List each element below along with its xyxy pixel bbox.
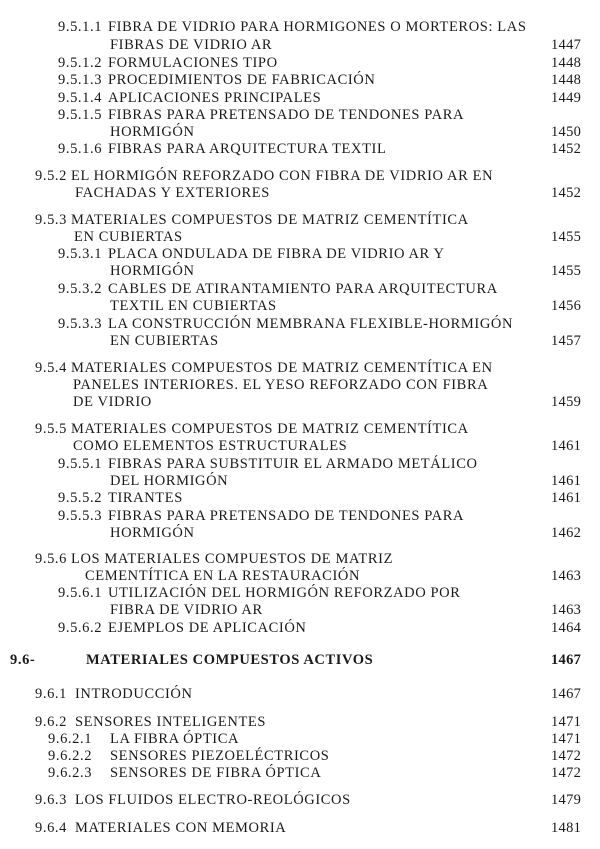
page-number: 1471 (551, 731, 582, 747)
page-number: 1472 (551, 748, 582, 764)
page-number: 1461 (551, 438, 582, 454)
section-number: 9.5.5 (35, 421, 67, 437)
page-number: 1449 (551, 90, 582, 106)
section-title: PLACA ONDULADA DE FIBRA DE VIDRIO AR Y (108, 246, 445, 262)
toc-entry (58, 107, 464, 124)
toc-entry-continuation: DEL HORMIGÓN (110, 473, 229, 489)
section-title: MATERIALES COMPUESTOS DE MATRIZ CEMENTÍTICA EN (71, 360, 493, 376)
section-title: FIBRAS PARA ARQUITECTURA TEXTIL (108, 141, 387, 157)
toc-entry (35, 686, 193, 703)
section-title: SENSORES INTELIGENTES (75, 714, 267, 730)
toc-entry (35, 820, 286, 837)
page-number: 1448 (551, 72, 582, 88)
page-number: 1452 (551, 141, 582, 157)
toc-entry-continuation: HORMIGÓN (110, 525, 195, 541)
page-number: 1459 (551, 394, 582, 410)
section-number: 9.5.1.6 (58, 141, 103, 157)
toc-heading (10, 652, 373, 669)
section-title: MATERIALES COMPUESTOS DE MATRIZ CEMENTÍTICA (71, 421, 469, 437)
toc-entry (58, 490, 183, 507)
toc-entry (35, 792, 351, 809)
page-number: 1467 (551, 652, 582, 668)
section-number: 9.5.1.4 (58, 90, 103, 106)
section-number: 9.6.2.1 (48, 731, 93, 747)
page-number: 1448 (551, 55, 582, 71)
section-title: MATERIALES COMPUESTOS DE MATRIZ CEMENTÍTICA (71, 212, 469, 228)
page-number: 1447 (551, 37, 582, 53)
section-number: 9.6.1 (35, 686, 67, 702)
section-number: 9.6.2 (35, 714, 67, 730)
toc-entry (58, 508, 464, 525)
section-title: EL HORMIGÓN REFORZADO CON FIBRA DE VIDRIO AR EN (71, 168, 494, 184)
section-title: LOS FLUIDOS ELECTRO-REOLÓGICOS (75, 792, 351, 808)
section-title: FIBRAS PARA PRETENSADO DE TENDONES PARA (108, 508, 465, 524)
section-title: LA CONSTRUCCIÓN MEMBRANA FLEXIBLE-HORMIGÓN (108, 316, 514, 332)
toc-entry (48, 765, 321, 782)
page-number: 1472 (551, 765, 582, 781)
section-number: 9.5.4 (35, 360, 67, 376)
section-number: 9.5.5.1 (58, 456, 103, 472)
section-number: 9.5.6.1 (58, 585, 103, 601)
section-title: LOS MATERIALES COMPUESTOS DE MATRIZ (71, 551, 394, 567)
section-number: 9.5.3.1 (58, 246, 103, 262)
section-number: 9.5.6 (35, 551, 67, 567)
toc-entry (58, 19, 527, 36)
section-title: PROCEDIMIENTOS DE FABRICACIÓN (108, 72, 376, 88)
section-title: UTILIZACIÓN DEL HORMIGÓN REFORZADO POR (108, 585, 461, 601)
page-number: 1463 (551, 568, 582, 584)
toc-entry-continuation: COMO ELEMENTOS ESTRUCTURALES (73, 438, 348, 454)
section-number: 9.6- (10, 652, 36, 668)
page-number: 1455 (551, 263, 582, 279)
page-number: 1461 (551, 473, 582, 489)
toc-entry (35, 551, 393, 568)
section-number: 9.5.5.2 (58, 490, 103, 506)
toc-entry (58, 246, 445, 263)
toc-entry-continuation: EN CUBIERTAS (110, 333, 219, 349)
page-number: 1464 (551, 620, 582, 636)
section-number: 9.5.3.2 (58, 281, 103, 297)
section-title: FIBRAS PARA PRETENSADO DE TENDONES PARA (108, 107, 465, 123)
toc-entry-continuation: EN CUBIERTAS (74, 229, 183, 245)
toc-entry (58, 620, 307, 637)
toc-entry (48, 748, 329, 765)
toc-entry-continuation: TEXTIL EN CUBIERTAS (110, 298, 277, 314)
section-number: 9.5.1.2 (58, 55, 103, 71)
section-title: EJEMPLOS DE APLICACIÓN (108, 620, 307, 636)
section-title: LA FIBRA ÓPTICA (110, 731, 240, 747)
section-title: MATERIALES CON MEMORIA (75, 820, 287, 836)
page-number: 1462 (551, 525, 582, 541)
toc-entry (58, 281, 498, 298)
toc-entry (35, 421, 469, 438)
page-number: 1481 (551, 820, 582, 836)
toc-entry-continuation: FIBRA DE VIDRIO AR (110, 602, 263, 618)
section-title: TIRANTES (108, 490, 183, 506)
section-number: 9.6.2.3 (48, 765, 93, 781)
toc-entry-continuation: FACHADAS Y EXTERIORES (75, 185, 270, 201)
page-number: 1455 (551, 229, 582, 245)
toc-entry (35, 212, 469, 229)
page-number: 1463 (551, 602, 582, 618)
toc-entry-continuation: CEMENTÍTICA EN LA RESTAURACIÓN (85, 568, 361, 584)
toc-entry-continuation: PANELES INTERIORES. EL YESO REFORZADO CON FIBRA (73, 377, 489, 393)
page-number: 1452 (551, 185, 582, 201)
toc-entry (58, 55, 278, 72)
section-number: 9.6.2.2 (48, 748, 93, 764)
section-number: 9.5.1.3 (58, 72, 103, 88)
toc-entry-continuation: HORMIGÓN (110, 124, 195, 140)
toc-entry (58, 456, 478, 473)
page-number: 1467 (551, 686, 582, 702)
section-title: MATERIALES COMPUESTOS ACTIVOS (86, 652, 374, 668)
page-number: 1457 (551, 333, 582, 349)
toc-entry (58, 585, 461, 602)
section-title: INTRODUCCIÓN (75, 686, 193, 702)
toc-entry (58, 90, 321, 107)
section-title: SENSORES DE FIBRA ÓPTICA (110, 765, 322, 781)
toc-entry (35, 168, 493, 185)
section-number: 9.6.4 (35, 820, 67, 836)
section-title: APLICACIONES PRINCIPALES (108, 90, 322, 106)
section-number: 9.5.1.5 (58, 107, 103, 123)
section-title: FIBRA DE VIDRIO PARA HORMIGONES O MORTEROS: LAS (108, 19, 527, 35)
section-number: 9.5.1.1 (58, 19, 103, 35)
section-number: 9.5.5.3 (58, 508, 103, 524)
section-number: 9.5.3 (35, 212, 67, 228)
section-title: SENSORES PIEZOELÉCTRICOS (110, 748, 330, 764)
toc-entry (35, 714, 266, 731)
section-title: FIBRAS PARA SUBSTITUIR EL ARMADO METÁLICO (108, 456, 478, 472)
toc-entry (58, 141, 386, 158)
toc-entry-continuation: FIBRAS DE VIDRIO AR (110, 37, 273, 53)
section-number: 9.5.2 (35, 168, 67, 184)
toc-entry-continuation: DE VIDRIO (73, 394, 152, 410)
toc-entry-continuation: HORMIGÓN (110, 263, 195, 279)
page-number: 1479 (551, 792, 582, 808)
toc-entry (35, 360, 493, 377)
page-number: 1461 (551, 490, 582, 506)
toc-entry (48, 731, 239, 748)
page-number: 1450 (551, 124, 582, 140)
toc-entry (58, 72, 375, 89)
page-number: 1471 (551, 714, 582, 730)
section-number: 9.5.6.2 (58, 620, 103, 636)
section-number: 9.5.3.3 (58, 316, 103, 332)
page-number: 1456 (551, 298, 582, 314)
toc-entry (58, 316, 513, 333)
section-number: 9.6.3 (35, 792, 67, 808)
section-title: CABLES DE ATIRANTAMIENTO PARA ARQUITECTURA (108, 281, 498, 297)
section-title: FORMULACIONES TIPO (108, 55, 278, 71)
